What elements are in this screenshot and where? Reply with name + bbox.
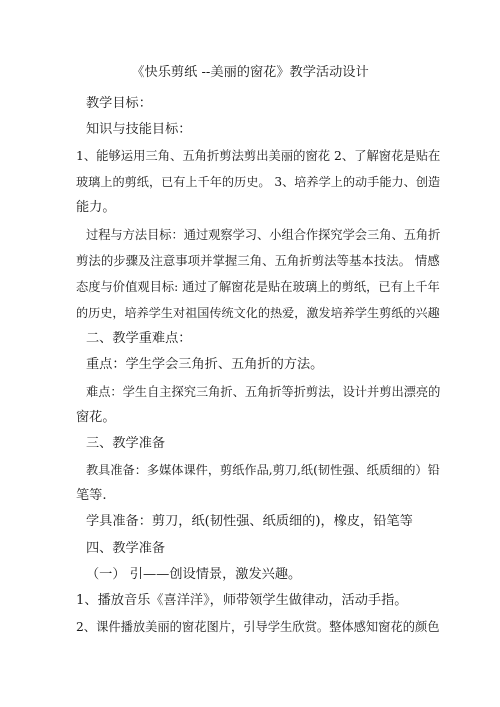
- section-heading: 四、教学准备: [86, 541, 166, 556]
- text-line: 玻璃上的剪纸，已有上千年的历史。 3、培养学上的动手能力、创造: [76, 175, 441, 189]
- text-line: 剪法的步骤及注意事项并掌握三角、五角折剪法等基本技法。 情感: [76, 253, 440, 268]
- text-line: 窗花。: [76, 410, 116, 425]
- text-line: 学具准备：剪刀，纸(韧性强、纸质细的)，橡皮，铅笔等: [86, 514, 413, 529]
- text-line: 知识与技能目标：: [86, 122, 192, 137]
- section-heading: 三、教学准备: [86, 436, 166, 451]
- text-line: （一） 引——创设情景，激发兴趣。: [86, 567, 302, 582]
- text-line: 教学目标：: [86, 96, 152, 111]
- document-title: 《快乐剪纸 --美丽的窗花》教学活动设计: [131, 65, 369, 80]
- text-line: 的历史，培养学生对祖国传统文化的热爱，激发培养学生剪纸的兴趣: [76, 306, 440, 320]
- text-line: 难点：学生自主探究三角折、五角折等折剪法，设计并剪出漂亮的: [86, 385, 441, 399]
- text-line: 重点：学生学会三角折、五角折的方法。: [86, 357, 324, 372]
- text-line: 过程与方法目标：通过观察学习、小组合作探究学会三角、五角折: [86, 228, 441, 242]
- text-line: 能力。: [76, 200, 116, 215]
- text-line: 态度与价值观目标: 通过了解窗花是贴在玻璃上的剪纸，已有上千年: [76, 280, 440, 294]
- text-line: 教具准备：多媒体课件，剪纸作品,剪刀,纸(韧性强、纸质细的）铅: [86, 463, 440, 477]
- text-line: 2、课件播放美丽的窗花图片，引导学生欣赏。整体感知窗花的颜色: [76, 620, 440, 634]
- section-heading: 二、教学重难点：: [86, 331, 192, 346]
- text-line: 1、能够运用三角、五角折剪法剪出美丽的窗花 2、了解窗花是贴在: [76, 149, 441, 163]
- text-line: 1、播放音乐《喜洋洋》，师带领学生做律动，活动手指。: [76, 593, 408, 608]
- text-line: 笔等.: [76, 488, 107, 503]
